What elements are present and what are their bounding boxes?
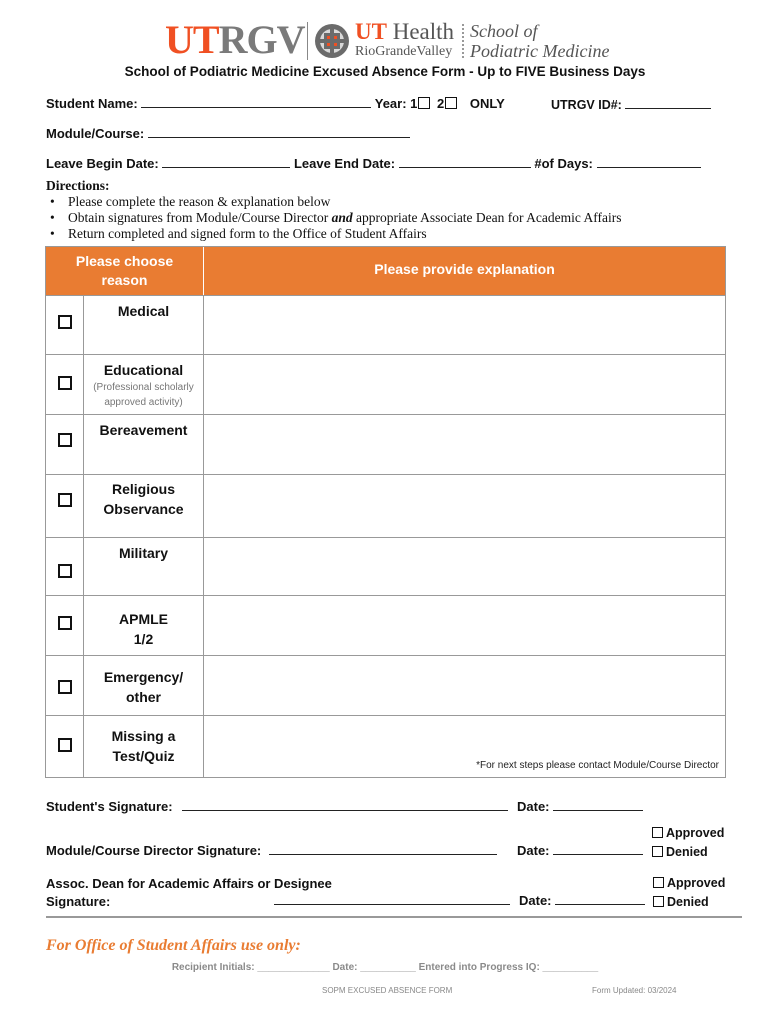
leave-begin-label: Leave Begin Date:	[46, 156, 159, 171]
religious-checkbox[interactable]	[58, 493, 72, 507]
reason-label: Religious	[111, 481, 175, 497]
reason-cell	[84, 656, 204, 715]
reason-label: Test/Quiz	[112, 748, 175, 764]
recipient-line: Recipient Initials: _____________ Date: __________ Entered into Progress IQ: __________	[171, 962, 599, 973]
header-reason-line2: reason	[101, 272, 148, 288]
header-reason-line1: Please choose	[75, 253, 174, 269]
leave-dates-row	[46, 156, 701, 171]
module-course-row	[46, 126, 410, 141]
checkbox-cell	[46, 475, 84, 537]
directions-heading: Directions:	[46, 178, 110, 193]
table-header	[46, 247, 725, 295]
only-label: ONLY	[469, 96, 505, 111]
checkbox-cell	[46, 656, 84, 715]
student-date-row	[517, 799, 643, 814]
table-row	[46, 354, 725, 414]
footer-updated: Form Updated: 03/2024	[592, 986, 677, 995]
approved-checkbox[interactable]	[652, 827, 663, 838]
table-row	[46, 595, 725, 655]
office-use-heading: For Office of Student Affairs use only:	[46, 937, 301, 954]
explanation-field[interactable]	[204, 475, 725, 537]
explanation-field[interactable]	[204, 656, 725, 715]
dean-date-row	[519, 893, 645, 908]
year-1-checkbox[interactable]	[418, 97, 430, 109]
reason-sublabel: (Professional scholarly	[93, 382, 194, 393]
module-signature-label: Module/Course Director Signature:	[46, 843, 262, 858]
direction-item	[46, 194, 622, 210]
checkbox-cell	[46, 538, 84, 595]
table-row	[46, 537, 725, 595]
bereavement-checkbox[interactable]	[58, 433, 72, 447]
school-line1: School of	[470, 21, 538, 41]
year-label: Year: 1	[374, 96, 418, 111]
reason-label: Missing a	[111, 728, 176, 744]
medical-checkbox[interactable]	[58, 315, 72, 329]
explanation-field[interactable]	[204, 596, 725, 655]
student-name-row	[46, 96, 505, 111]
leave-begin-field[interactable]	[162, 156, 290, 168]
reason-label: other	[126, 689, 161, 705]
school-logo-text	[470, 21, 609, 61]
student-signature-field[interactable]	[182, 799, 508, 811]
form-title: School of Podiatric Medicine Excused Absence Form - Up to FIVE Business Days	[124, 64, 646, 79]
module-approved-option[interactable]	[651, 826, 724, 840]
reason-cell	[84, 355, 204, 414]
approved-checkbox[interactable]	[653, 877, 664, 888]
module-course-field[interactable]	[148, 126, 410, 138]
reason-cell	[84, 538, 204, 595]
reason-cell	[84, 596, 204, 655]
reason-label: Military	[118, 545, 168, 561]
reason-sublabel: approved activity)	[104, 397, 183, 408]
emergency-checkbox[interactable]	[58, 680, 72, 694]
date-label: Date:	[517, 843, 550, 858]
dean-signature-field[interactable]	[274, 893, 510, 905]
table-row	[46, 474, 725, 537]
checkbox-cell	[46, 415, 84, 474]
student-signature-row	[46, 799, 508, 814]
table-row	[46, 715, 725, 777]
module-course-label: Module/Course:	[46, 126, 145, 141]
explanation-field[interactable]	[204, 296, 725, 354]
explanation-field[interactable]	[204, 415, 725, 474]
military-checkbox[interactable]	[58, 564, 72, 578]
header	[0, 18, 770, 64]
explanation-field[interactable]	[204, 538, 725, 595]
table-row	[46, 655, 725, 715]
next-steps-note: *For next steps please contact Module/Course Director	[476, 760, 719, 771]
utrgv-id-row	[551, 97, 711, 112]
denied-label: Denied	[667, 895, 709, 909]
utrgv-logo	[165, 17, 305, 62]
directions	[46, 178, 622, 242]
direction-text: appropriate Associate Dean for Academic Affairs	[355, 210, 622, 225]
student-signature-label: Student's Signature:	[46, 799, 173, 814]
reason-label: Educational	[103, 362, 184, 378]
utrgv-logo-rgv: RGV	[218, 17, 305, 62]
checkbox-cell	[46, 296, 84, 354]
utrgv-id-field[interactable]	[625, 97, 711, 109]
utrgv-id-label: UTRGV ID#:	[551, 98, 622, 112]
reason-label: 1/2	[133, 631, 154, 647]
reason-label: Bereavement	[99, 422, 188, 438]
module-signature-row	[46, 843, 497, 858]
date-label: Date:	[517, 799, 550, 814]
utrgv-logo-ut: UT	[165, 17, 219, 62]
denied-checkbox[interactable]	[653, 896, 664, 907]
student-name-label: Student Name:	[46, 96, 138, 111]
table-row	[46, 414, 725, 474]
module-signature-field[interactable]	[269, 843, 497, 855]
apmle-checkbox[interactable]	[58, 616, 72, 630]
direction-text: Obtain signatures from Module/Course Director	[68, 210, 329, 225]
reason-table	[45, 246, 726, 778]
year-2-checkbox[interactable]	[445, 97, 457, 109]
uthealth-seal-icon	[314, 23, 350, 59]
section-divider	[46, 916, 742, 918]
table-row	[46, 295, 725, 354]
approved-label: Approved	[666, 826, 725, 840]
leave-end-field[interactable]	[399, 156, 531, 168]
uthealth-health: Health	[392, 19, 455, 44]
reason-cell	[84, 415, 204, 474]
checkbox-cell	[46, 596, 84, 655]
module-denied-option[interactable]	[651, 845, 708, 859]
denied-label: Denied	[666, 845, 708, 859]
checkbox-cell	[46, 716, 84, 777]
direction-text: Return completed and signed form to the Office of Student Affairs	[68, 226, 427, 241]
direction-item	[46, 226, 622, 242]
direction-item	[46, 210, 622, 226]
uthealth-subtitle: RioGrandeValley	[355, 44, 453, 59]
student-date-field[interactable]	[553, 799, 643, 811]
module-date-row	[517, 843, 643, 858]
logo-dotted-divider	[462, 24, 464, 58]
dean-signature-row	[274, 893, 510, 908]
direction-and: and	[331, 210, 353, 225]
explanation-field[interactable]	[204, 355, 725, 414]
denied-checkbox[interactable]	[652, 846, 663, 857]
header-explanation: Please provide explanation	[374, 261, 555, 277]
dean-approved-option[interactable]	[652, 876, 725, 890]
approved-label: Approved	[667, 876, 726, 890]
num-days-label: #of Days:	[534, 156, 593, 171]
dean-date-field[interactable]	[555, 893, 645, 905]
logo-divider	[307, 22, 308, 60]
educational-checkbox[interactable]	[58, 376, 72, 390]
missing-test-checkbox[interactable]	[58, 738, 72, 752]
footer-form-name: SOPM EXCUSED ABSENCE FORM	[322, 986, 453, 995]
reason-cell	[84, 475, 204, 537]
uthealth-logo	[355, 20, 454, 60]
reason-label: Observance	[103, 501, 184, 517]
num-days-field[interactable]	[597, 156, 701, 168]
dean-label-line2: Signature:	[46, 894, 111, 909]
checkbox-cell	[46, 355, 84, 414]
student-name-field[interactable]	[141, 96, 371, 108]
school-line2: Podiatric Medicine	[470, 41, 610, 61]
module-date-field[interactable]	[553, 843, 643, 855]
leave-end-label: Leave End Date:	[293, 156, 396, 171]
direction-text: Please complete the reason & explanation below	[68, 194, 331, 209]
date-label: Date:	[519, 893, 552, 908]
header-reason	[46, 247, 204, 295]
uthealth-ut: UT	[355, 19, 387, 44]
dean-label-line1: Assoc. Dean for Academic Affairs or Designee	[46, 876, 332, 891]
year-2-label: 2	[437, 96, 445, 111]
dean-denied-option[interactable]	[652, 895, 709, 909]
reason-label: APMLE	[119, 611, 168, 627]
reason-label: Medical	[117, 303, 170, 319]
reason-cell	[84, 716, 204, 777]
reason-label: Emergency/	[103, 669, 184, 685]
reason-cell	[84, 296, 204, 354]
